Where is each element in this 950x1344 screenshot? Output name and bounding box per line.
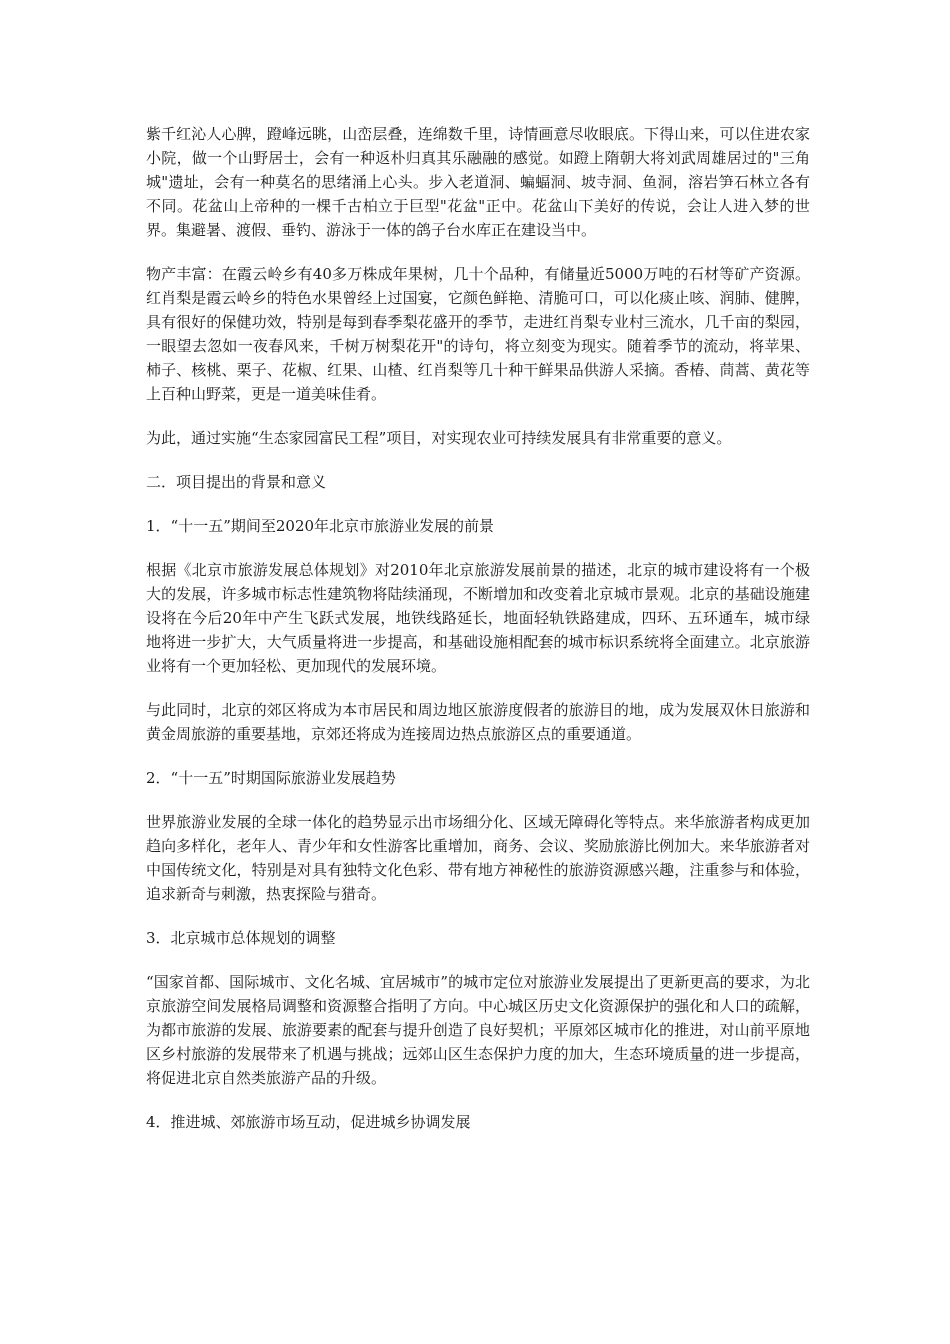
paragraph-international-trends: 世界旅游业发展的全球一体化的趋势显示出市场细分化、区域无障碍化等特点。来华旅游者构成更加趋向多样化，老年人、青少年和女性游客比重增加，商务、会议、奖励旅游比例加大。来华旅游者对中国传统文化，特别是对具有独特文化色彩、带有地方神秘性的旅游资源感兴趣，注重参与和体验，追求新奇与刺激，热衷探险与猎奇。 bbox=[146, 813, 810, 903]
paragraph-city-planning: “国家首都、国际城市、文化名城、宜居城市”的城市定位对旅游业发展提出了更新更高的要求，为北京旅游空间发展格局调整和资源整合指明了方向。中心城区历史文化资源保护的强化和人口的疏解，为都市旅游的发展、旅游要素的配套与提升创造了良好契机；平原郊区城市化的推进，对山前平原地区乡村旅游的发展带来了机遇与挑战；远郊山区生态保护力度的加大，生态环境质量的进一步提高，将促进北京自然类旅游产品的升级。 bbox=[146, 973, 810, 1087]
section-heading-background: 二．项目提出的背景和意义 bbox=[146, 473, 327, 491]
document-page bbox=[146, 122, 810, 1154]
paragraph-suburbs: 与此同时，北京的郊区将成为本市居民和周边地区旅游度假者的旅游目的地，成为发展双休日旅游和黄金周旅游的重要基地，京郊还将成为连接周边热点旅游区点的重要通道。 bbox=[146, 701, 810, 743]
paragraph-products: 物产丰富：在霞云岭乡有40多万株成年果树，几十个品种，有储量近5000万吨的石材等矿产资源。红肖梨是霞云岭乡的特色水果曾经上过国宴，它颜色鲜艳、清脆可口，可以化痰止咳、润肺、健脾，具有很好的保健功效，特别是每到春季梨花盛开的季节，走进红肖梨专业村三流水，几千亩的梨园，一眼望去忽如一夜春风来，千树万树梨花开"的诗句，将立刻变为现实。随着季节的流动，将苹果、柿子、核桃、栗子、花椒、红果、山楂、红肖梨等几十种干鲜果品供游人采摘。香椿、茼蒿、黄花等上百种山野菜，更是一道美味佳肴。 bbox=[146, 265, 810, 403]
paragraph-beijing-plan: 根据《北京市旅游发展总体规划》对2010年北京旅游发展前景的描述，北京的城市建设将有一个极大的发展，许多城市标志性建筑物将陆续涌现，不断增加和改变着北京城市景观。北京的基础设施建设将在今后20年中产生飞跃式发展，地铁线路延长，地面轻轨铁路建成，四环、五环通车，城市绿地将进一步扩大，大气质量将进一步提高，和基础设施相配套的城市标识系统将全面建立。北京旅游业将有一个更加轻松、更加现代的发展环境。 bbox=[146, 561, 810, 675]
subsection-heading-1: 1．“十一五”期间至2020年北京市旅游业发展的前景 bbox=[146, 517, 495, 535]
paragraph-significance: 为此，通过实施“生态家园富民工程”项目，对实现农业可持续发展具有非常重要的意义。 bbox=[146, 429, 732, 447]
paragraph-scenery: 紫千红沁人心脾，蹬峰远眺，山峦层叠，连绵数千里，诗情画意尽收眼底。下得山来，可以住进农家小院，做一个山野居士，会有一种返朴归真其乐融融的感觉。如蹬上隋朝大将刘武周雄居过的"三角城"遗址，会有一种莫名的思绪涌上心头。步入老道洞、蝙蝠洞、坡寺洞、鱼洞，溶岩笋石林立各有不同。花盆山上帝种的一棵千古柏立于巨型"花盆"正中。花盆山下美好的传说，会让人进入梦的世界。集避暑、渡假、垂钓、游泳于一体的鸽子台水库正在建设当中。 bbox=[146, 125, 810, 239]
subsection-heading-2: 2．“十一五”时期国际旅游业发展趋势 bbox=[146, 769, 396, 787]
subsection-heading-3: 3．北京城市总体规划的调整 bbox=[146, 929, 336, 947]
subsection-heading-4: 4．推进城、郊旅游市场互动，促进城乡协调发展 bbox=[146, 1113, 471, 1131]
